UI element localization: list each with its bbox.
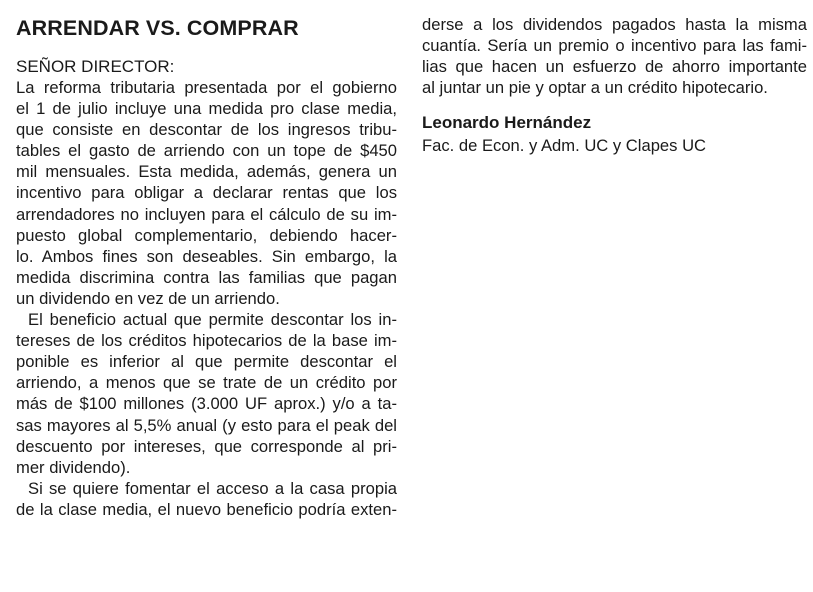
text-line: mer dividendo). [16, 457, 131, 477]
text-line: tables el gasto de arriendo con un tope de $450 [16, 141, 397, 161]
text-line: incentivo para obligar a declarar rentas que los [16, 183, 397, 203]
text-line: lias que hacen un esfuerzo de ahorro importante [422, 57, 807, 77]
text-line: puesto global complementario, debiendo hacer- [16, 225, 397, 245]
text-line: el 1 de julio incluye una medida pro clase media, [16, 99, 397, 119]
salutation: SEÑOR DIRECTOR: [16, 57, 175, 76]
paragraph-1 [16, 77, 397, 309]
text-line: tereses de los créditos hipotecarios de la base im- [16, 331, 397, 351]
text-line: derse a los dividendos pagados hasta la misma [422, 15, 807, 34]
text-line: Si se quiere fomentar el acceso a la casa propia [28, 478, 397, 498]
text-line: más de $100 millones (3.000 UF aprox.) y/o a ta- [16, 394, 397, 414]
right-column [422, 14, 807, 156]
text-line: La reforma tributaria presentada por el gobierno [16, 78, 397, 97]
text-line: descuento por intereses, que corresponde al pri- [16, 436, 397, 456]
left-column [16, 14, 397, 520]
author-affiliation: Fac. de Econ. y Adm. UC y Clapes UC [422, 136, 707, 156]
text-line: arrendadores no incluyen para el cálculo de su im- [16, 204, 397, 224]
text-line: cuantía. Sería un premio o incentivo para las fami- [422, 36, 807, 56]
text-line: de la clase media, el nuevo beneficio podría exten- [16, 499, 397, 519]
text-line: mil mensuales. Esta medida, además, genera un [16, 162, 397, 182]
author-name: Leonardo Hernández [422, 113, 592, 133]
text-line: medida discrimina contra las familias que pagan [16, 267, 397, 287]
headline: ARRENDAR VS. COMPRAR [16, 16, 299, 40]
text-line: al juntar un pie y optar a un crédito hipotecario. [422, 78, 768, 98]
text-line: un dividendo en vez de un arriendo. [16, 288, 280, 308]
text-line: lo. Ambos fines son deseables. Sin embargo, la [16, 246, 397, 266]
text-line: ponible es inferior al que permite descontar el [16, 352, 397, 372]
text-line: arriendo, a menos que se trate de un crédito por [16, 373, 397, 393]
paragraph-3 [16, 478, 397, 520]
text-line: El beneficio actual que permite descontar los in- [28, 310, 397, 330]
text-line: que consiste en descontar de los ingresos tribu- [16, 120, 397, 140]
paragraph-2 [16, 309, 397, 478]
text-line: sas mayores al 5,5% anual (y esto para el peak del [16, 415, 397, 435]
